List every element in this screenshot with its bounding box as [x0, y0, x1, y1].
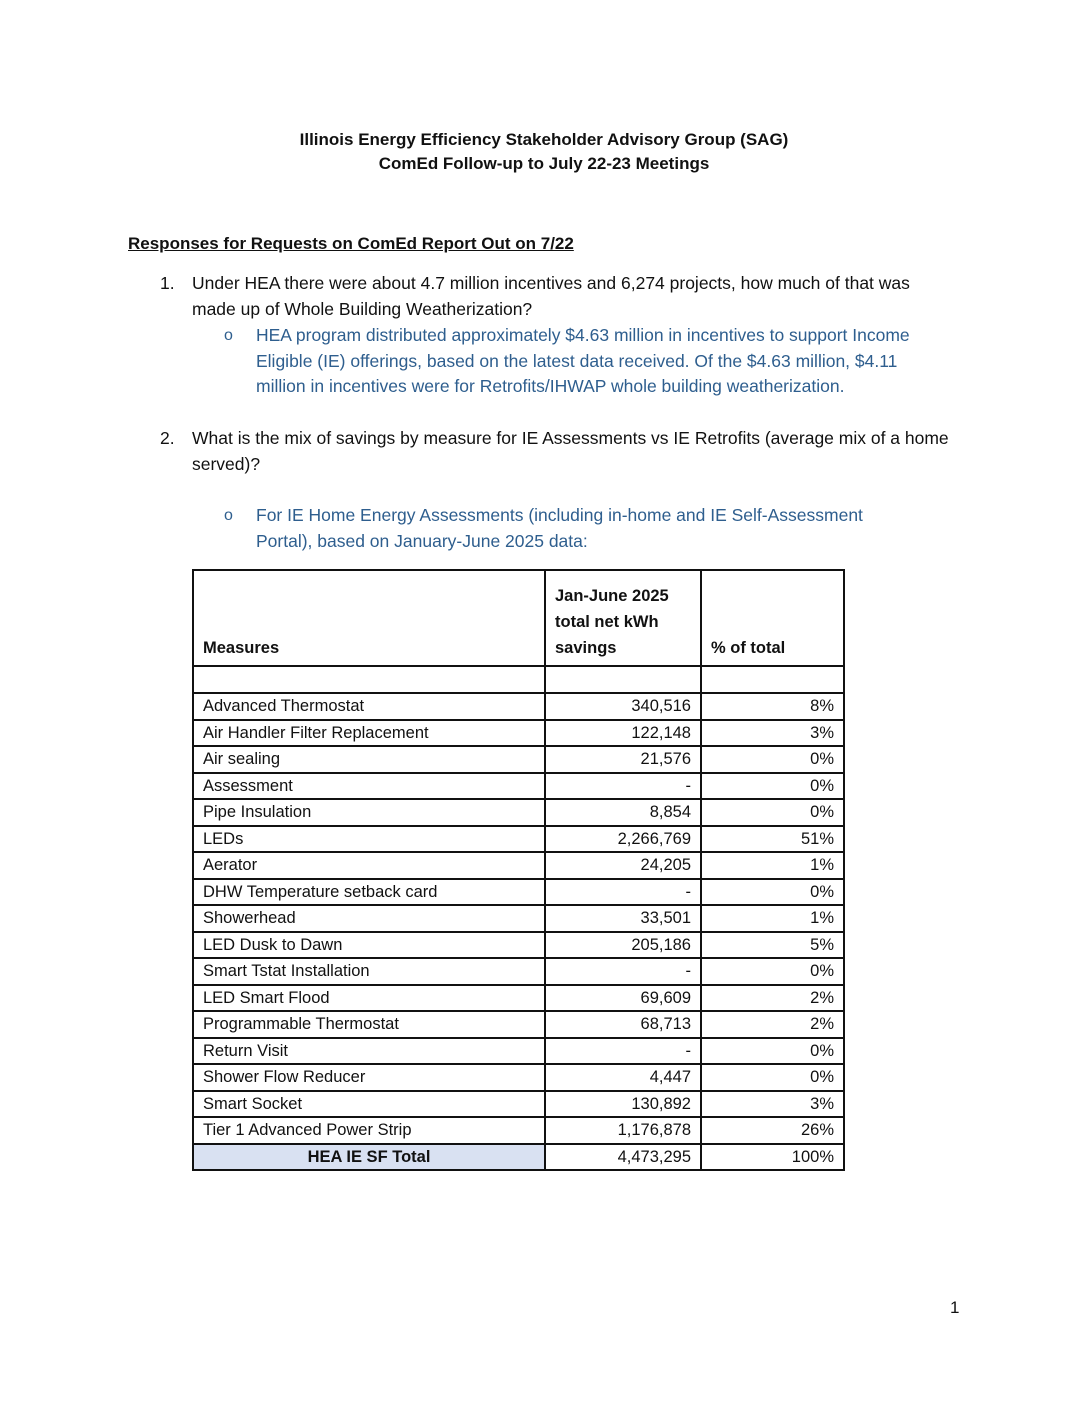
measure-cell: Tier 1 Advanced Power Strip: [193, 1117, 545, 1144]
savings-cell: 205,186: [545, 932, 701, 959]
savings-cell: 33,501: [545, 905, 701, 932]
savings-cell: 21,576: [545, 746, 701, 773]
savings-cell: 8,854: [545, 799, 701, 826]
answer-2-text: For IE Home Energy Assessments (including in-home and IE Self-Assessment Portal), based on January-June 2025 data:: [256, 505, 863, 551]
table-row: [193, 1064, 844, 1091]
savings-cell: 122,148: [545, 720, 701, 747]
savings-cell: 68,713: [545, 1011, 701, 1038]
table-row: [193, 958, 844, 985]
answer-2: [224, 503, 914, 554]
empty-cell: [701, 666, 844, 693]
savings-cell: 1,176,878: [545, 1117, 701, 1144]
percent-cell: 5%: [701, 932, 844, 959]
table-row: [193, 826, 844, 853]
document-title-line1: Illinois Energy Efficiency Stakeholder Advisory Group (SAG): [299, 130, 789, 149]
page-number: 1: [950, 1298, 960, 1317]
question-1-text: Under HEA there were about 4.7 million incentives and 6,274 projects, how much of that was made up of Whole Building Weatherization?: [192, 273, 910, 319]
header-percent: % of total: [701, 570, 844, 666]
measure-cell: Programmable Thermostat: [193, 1011, 545, 1038]
measure-cell: Pipe Insulation: [193, 799, 545, 826]
percent-cell: 0%: [701, 879, 844, 906]
document-title-line2: ComEd Follow-up to July 22-23 Meetings: [378, 154, 710, 173]
measure-cell: LEDs: [193, 826, 545, 853]
answer-1: [224, 323, 914, 400]
measure-cell: Advanced Thermostat: [193, 693, 545, 720]
measure-cell: Return Visit: [193, 1038, 545, 1065]
table-row: [193, 746, 844, 773]
percent-cell: 0%: [701, 958, 844, 985]
question-2: [160, 426, 950, 477]
savings-cell: 69,609: [545, 985, 701, 1012]
percent-cell: 100%: [701, 1144, 844, 1171]
measure-cell: Shower Flow Reducer: [193, 1064, 545, 1091]
table-header-row: [193, 570, 844, 666]
question-1-number: 1.: [160, 273, 175, 293]
percent-cell: 1%: [701, 852, 844, 879]
percent-cell: 2%: [701, 985, 844, 1012]
percent-cell: 3%: [701, 720, 844, 747]
table-row: [193, 1091, 844, 1118]
percent-cell: 51%: [701, 826, 844, 853]
empty-cell: [545, 666, 701, 693]
table-row: [193, 879, 844, 906]
percent-cell: 0%: [701, 746, 844, 773]
percent-cell: 2%: [701, 1011, 844, 1038]
table-row: [193, 799, 844, 826]
measure-cell: Aerator: [193, 852, 545, 879]
table-row: [193, 773, 844, 800]
answer-2-bullet: o: [224, 507, 233, 524]
percent-cell: 0%: [701, 773, 844, 800]
savings-cell: -: [545, 879, 701, 906]
table-row: [193, 720, 844, 747]
table-row: [193, 1038, 844, 1065]
table-row: [193, 1011, 844, 1038]
table-total-row: [193, 1144, 844, 1171]
savings-cell: -: [545, 958, 701, 985]
savings-cell: 340,516: [545, 693, 701, 720]
savings-cell: 130,892: [545, 1091, 701, 1118]
question-2-text: What is the mix of savings by measure for IE Assessments vs IE Retrofits (average mix of a home served)?: [192, 428, 949, 474]
question-2-number: 2.: [160, 428, 175, 448]
table-row: [193, 932, 844, 959]
measure-cell: Showerhead: [193, 905, 545, 932]
table-row: [193, 1117, 844, 1144]
percent-cell: 1%: [701, 905, 844, 932]
measure-cell: Smart Socket: [193, 1091, 545, 1118]
question-1: [160, 271, 950, 322]
table-empty-row: [193, 666, 844, 693]
empty-cell: [193, 666, 545, 693]
savings-cell: 24,205: [545, 852, 701, 879]
header-savings: [545, 570, 701, 666]
percent-cell: 0%: [701, 1064, 844, 1091]
percent-cell: 0%: [701, 1038, 844, 1065]
header-savings-line3: savings: [555, 639, 617, 657]
measure-cell: DHW Temperature setback card: [193, 879, 545, 906]
measure-cell: LED Dusk to Dawn: [193, 932, 545, 959]
table-row: [193, 905, 844, 932]
section-heading: Responses for Requests on ComEd Report Out on 7/22: [128, 234, 574, 253]
answer-1-bullet: o: [224, 327, 233, 344]
header-savings-line2: total net kWh: [555, 613, 659, 631]
savings-cell: 2,266,769: [545, 826, 701, 853]
header-savings-line1: Jan-June 2025: [555, 587, 669, 605]
savings-cell: 4,473,295: [545, 1144, 701, 1171]
measure-cell: LED Smart Flood: [193, 985, 545, 1012]
percent-cell: 0%: [701, 799, 844, 826]
percent-cell: 3%: [701, 1091, 844, 1118]
table-row: [193, 693, 844, 720]
table-row: [193, 852, 844, 879]
header-measures: Measures: [193, 570, 545, 666]
savings-cell: -: [545, 1038, 701, 1065]
measure-cell: Smart Tstat Installation: [193, 958, 545, 985]
measure-cell: Assessment: [193, 773, 545, 800]
savings-cell: 4,447: [545, 1064, 701, 1091]
percent-cell: 26%: [701, 1117, 844, 1144]
measure-cell: HEA IE SF Total: [193, 1144, 545, 1171]
answer-1-text: HEA program distributed approximately $4.63 million in incentives to support Income Eligible (IE) offerings, based on the latest data received. Of the $4.63 million, $4.11 million in incentives were for Retrofits/IHWAP whole building weatherization.: [256, 325, 910, 396]
percent-cell: 8%: [701, 693, 844, 720]
measure-cell: Air Handler Filter Replacement: [193, 720, 545, 747]
savings-table: [192, 569, 845, 1171]
measure-cell: Air sealing: [193, 746, 545, 773]
table-row: [193, 985, 844, 1012]
savings-cell: -: [545, 773, 701, 800]
